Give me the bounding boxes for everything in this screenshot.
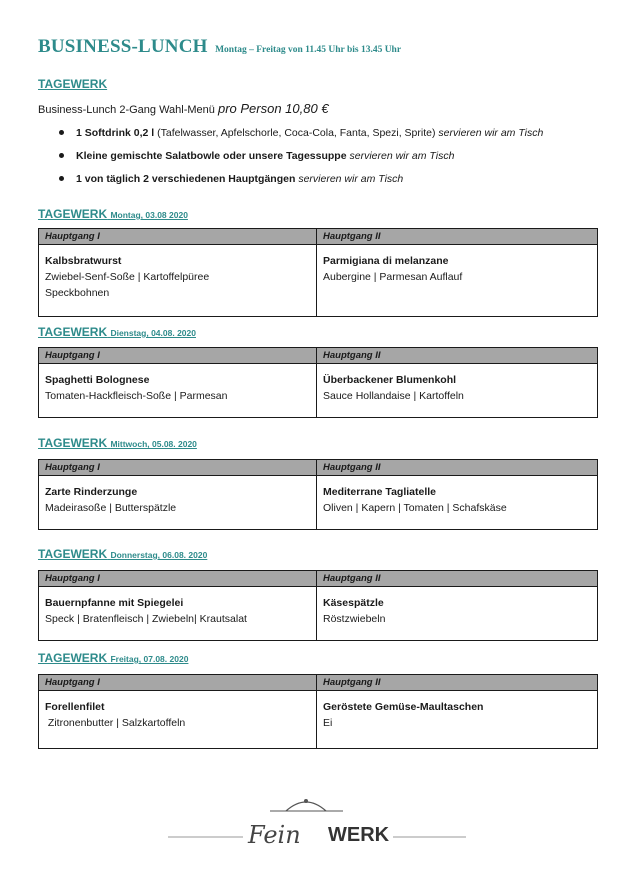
bullet-bold: 1 Softdrink 0,2 l — [76, 127, 155, 139]
day-menu-table — [38, 570, 598, 641]
cloche-knob-icon — [304, 799, 308, 803]
dish-name: Zarte Rinderzunge — [45, 486, 138, 498]
dish-name: Bauernpfanne mit Spiegelei — [45, 597, 184, 609]
day-menu-table — [38, 674, 598, 749]
main-course-1 — [39, 245, 317, 317]
bullet-italic: servieren wir am Tisch — [438, 127, 544, 139]
dish-detail: Speckbohnen — [45, 287, 110, 299]
dish-name: Geröstete Gemüse-Maultaschen — [323, 701, 484, 713]
column-header: Hauptgang I — [39, 348, 317, 364]
dish-detail: Zitronenbutter | Salzkartoffeln — [45, 717, 186, 729]
list-item — [38, 169, 543, 192]
day-heading — [38, 547, 207, 561]
dish-detail: Zwiebel-Senf-Soße | Kartoffelpüree — [45, 271, 210, 283]
day-label: TAGEWERK — [38, 651, 108, 665]
bullet-bold: Kleine gemischte Salatbowle oder unsere Tagessuppe — [76, 150, 347, 162]
logo-bold: WERK — [328, 824, 390, 846]
dish-name: Spaghetti Bolognese — [45, 374, 150, 386]
day-label: TAGEWERK — [38, 325, 108, 339]
day-label: TAGEWERK — [38, 436, 108, 450]
dish-name: Mediterrane Tagliatelle — [323, 486, 437, 498]
dish-detail: Ei — [323, 717, 333, 729]
dish-name: Überbackener Blumenkohl — [323, 374, 457, 386]
page-subtitle: Montag – Freitag von 11.45 Uhr bis 13.45 Uhr — [215, 45, 402, 55]
day-date: Freitag, 07.08. 2020 — [110, 654, 189, 664]
offer-price: pro Person 10,80 € — [217, 101, 329, 116]
feinwerk-logo — [38, 795, 598, 855]
day-date: Donnerstag, 06.08. 2020 — [110, 550, 208, 560]
main-course-2 — [317, 691, 598, 749]
bullet-italic: servieren wir am Tisch — [349, 150, 455, 162]
day-heading — [38, 325, 196, 339]
main-course-2 — [317, 587, 598, 641]
dish-detail: Aubergine | Parmesan Auflauf — [323, 271, 463, 283]
list-item — [38, 146, 543, 169]
main-course-1 — [39, 587, 317, 641]
offer-bullets — [38, 123, 543, 192]
bullet-icon — [59, 130, 64, 135]
column-header: Hauptgang II — [317, 571, 598, 587]
bullet-text: (Tafelwasser, Apfelschorle, Coca-Cola, Fanta, Spezi, Sprite) — [154, 127, 439, 139]
column-header: Hauptgang II — [317, 460, 598, 476]
column-header: Hauptgang I — [39, 571, 317, 587]
day-heading — [38, 436, 197, 450]
dish-name: Kalbsbratwurst — [45, 255, 122, 267]
main-course-1 — [39, 364, 317, 418]
day-date: Montag, 03.08 2020 — [110, 210, 188, 220]
dish-detail: Sauce Hollandaise | Kartoffeln — [323, 390, 464, 402]
main-course-1 — [39, 691, 317, 749]
dish-name: Käsespätzle — [323, 597, 384, 609]
column-header: Hauptgang I — [39, 460, 317, 476]
cloche-icon — [286, 802, 326, 811]
day-menu-table — [38, 459, 598, 530]
bullet-icon — [59, 176, 64, 181]
column-header: Hauptgang II — [317, 675, 598, 691]
dish-detail: Röstzwiebeln — [323, 613, 386, 625]
list-item — [38, 123, 543, 146]
day-date: Mittwoch, 05.08. 2020 — [110, 439, 197, 449]
column-header: Hauptgang I — [39, 675, 317, 691]
day-menu-table — [38, 347, 598, 418]
column-header: Hauptgang I — [39, 229, 317, 245]
main-course-2 — [317, 476, 598, 530]
day-heading — [38, 207, 188, 221]
page-title: BUSINESS-LUNCH — [38, 36, 208, 57]
column-header: Hauptgang II — [317, 229, 598, 245]
offer-line — [38, 101, 329, 116]
day-heading — [38, 651, 188, 665]
column-header: Hauptgang II — [317, 348, 598, 364]
main-course-2 — [317, 245, 598, 317]
header — [38, 36, 401, 58]
intro-section-heading: TAGEWERK — [38, 77, 108, 91]
day-menu-table — [38, 228, 598, 317]
dish-name: Forellenfilet — [45, 701, 105, 713]
day-label: TAGEWERK — [38, 547, 108, 561]
logo-script: Fein — [248, 821, 301, 849]
dish-detail: Speck | Bratenfleisch | Zwiebeln| Krautsalat — [45, 613, 247, 625]
main-course-1 — [39, 476, 317, 530]
dish-detail: Madeirasoße | Butterspätzle — [45, 502, 177, 514]
day-label: TAGEWERK — [38, 207, 108, 221]
main-course-2 — [317, 364, 598, 418]
day-date: Dienstag, 04.08. 2020 — [110, 328, 196, 338]
bullet-icon — [59, 153, 64, 158]
dish-name: Parmigiana di melanzane — [323, 255, 449, 267]
dish-detail: Oliven | Kapern | Tomaten | Schafskäse — [323, 502, 507, 514]
dish-detail: Tomaten-Hackfleisch-Soße | Parmesan — [45, 390, 228, 402]
bullet-italic: servieren wir am Tisch — [298, 173, 404, 185]
offer-text: Business-Lunch 2-Gang Wahl-Menü — [38, 104, 215, 116]
bullet-bold: 1 von täglich 2 verschiedenen Hauptgängen — [76, 173, 296, 185]
